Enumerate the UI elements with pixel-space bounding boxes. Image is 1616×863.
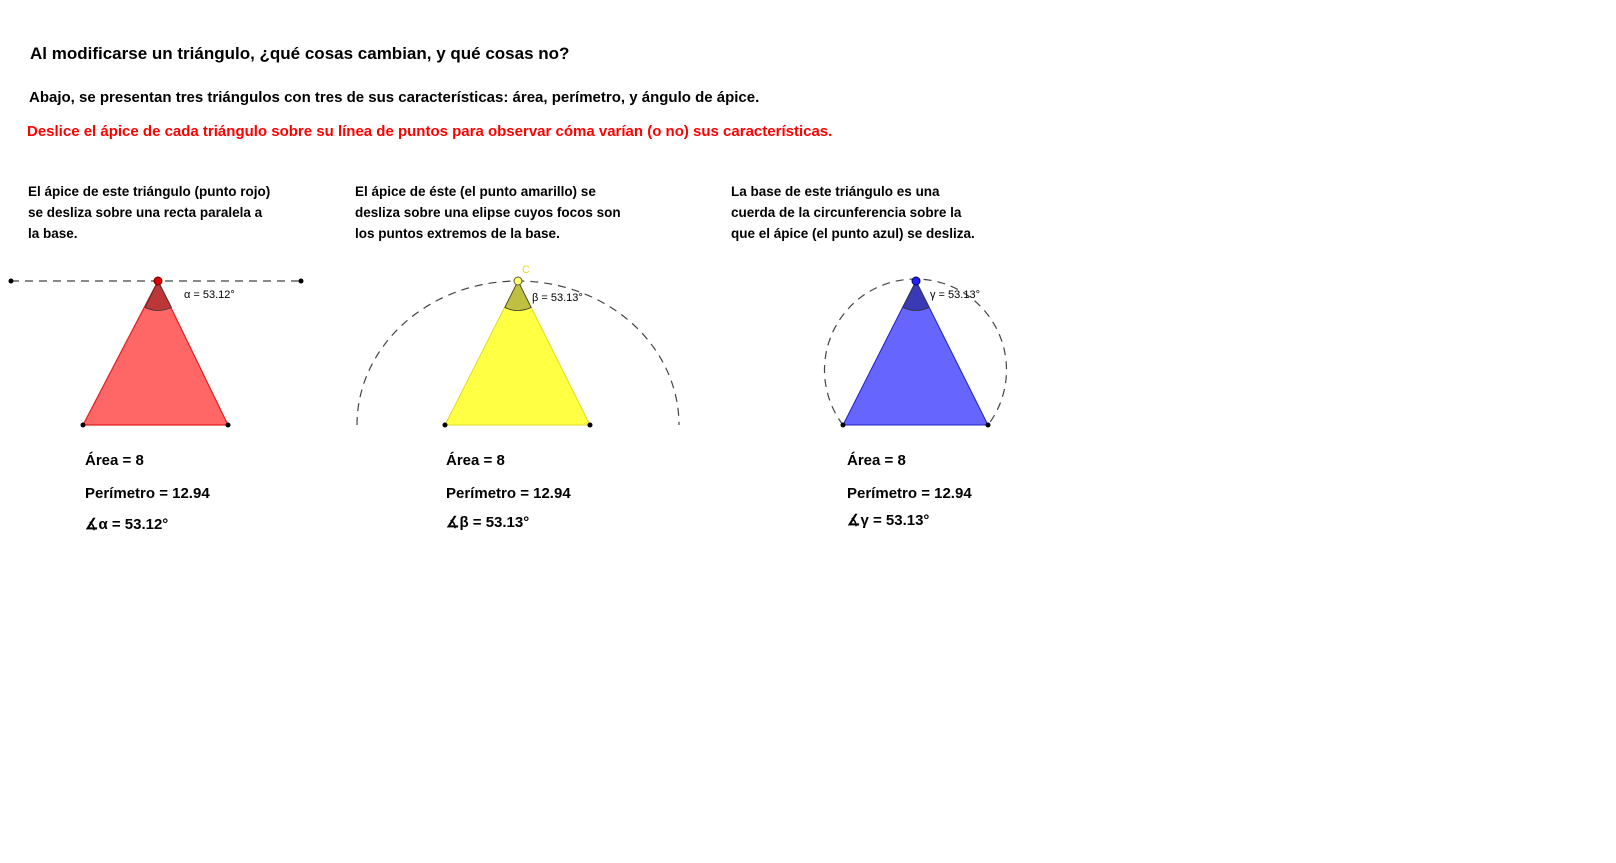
line-endpoint[interactable] xyxy=(9,279,14,284)
description-line: La base de este triángulo es una xyxy=(731,184,940,199)
yellow-angle-value: ∡β = 53.13° xyxy=(446,514,530,531)
page-title: Al modificarse un triángulo, ¿qué cosas cambian, y qué cosas no? xyxy=(30,44,570,63)
description-line: cuerda de la circunferencia sobre la xyxy=(731,205,962,220)
beta-angle-label: β = 53.13° xyxy=(532,292,583,304)
line-endpoint[interactable] xyxy=(299,279,304,284)
yellow-apex-point[interactable] xyxy=(514,277,522,285)
description-line: los puntos extremos de la base. xyxy=(355,226,560,241)
base-vertex xyxy=(986,423,991,428)
base-vertex xyxy=(443,423,448,428)
description-line: la base. xyxy=(28,226,78,241)
description-line: se desliza sobre una recta paralela a xyxy=(28,205,263,220)
description-line: desliza sobre una elipse cuyos focos son xyxy=(355,205,621,220)
gamma-angle-label: γ = 53.13° xyxy=(930,289,980,301)
red-area: Área = 8 xyxy=(85,452,144,469)
instruction-text: Deslice el ápice de cada triángulo sobre su línea de puntos para observar cóma varían (o no) sus características. xyxy=(27,123,833,140)
base-vertex xyxy=(588,423,593,428)
red-apex-point[interactable] xyxy=(154,277,162,285)
description-line: El ápice de éste (el punto amarillo) se xyxy=(355,184,596,199)
blue-perimeter: Perímetro = 12.94 xyxy=(847,485,972,502)
description-line: que el ápice (el punto azul) se desliza. xyxy=(731,226,975,241)
red-angle-value: ∡α = 53.12° xyxy=(85,516,169,533)
page-subtitle: Abajo, se presentan tres triángulos con tres de sus características: área, perímetro, y ángulo de ápice. xyxy=(29,89,760,106)
yellow-area: Área = 8 xyxy=(446,452,505,469)
base-vertex xyxy=(841,423,846,428)
apex-c-label: C xyxy=(522,264,530,276)
blue-apex-point[interactable] xyxy=(912,277,920,285)
yellow-perimeter: Perímetro = 12.94 xyxy=(446,485,571,502)
blue-area: Área = 8 xyxy=(847,452,906,469)
blue-angle-value: ∡γ = 53.13° xyxy=(847,512,930,529)
description-line: El ápice de este triángulo (punto rojo) xyxy=(28,184,271,199)
base-vertex xyxy=(226,423,231,428)
red-perimeter: Perímetro = 12.94 xyxy=(85,485,210,502)
alpha-angle-label: α = 53.12° xyxy=(184,289,235,301)
base-vertex xyxy=(81,423,86,428)
